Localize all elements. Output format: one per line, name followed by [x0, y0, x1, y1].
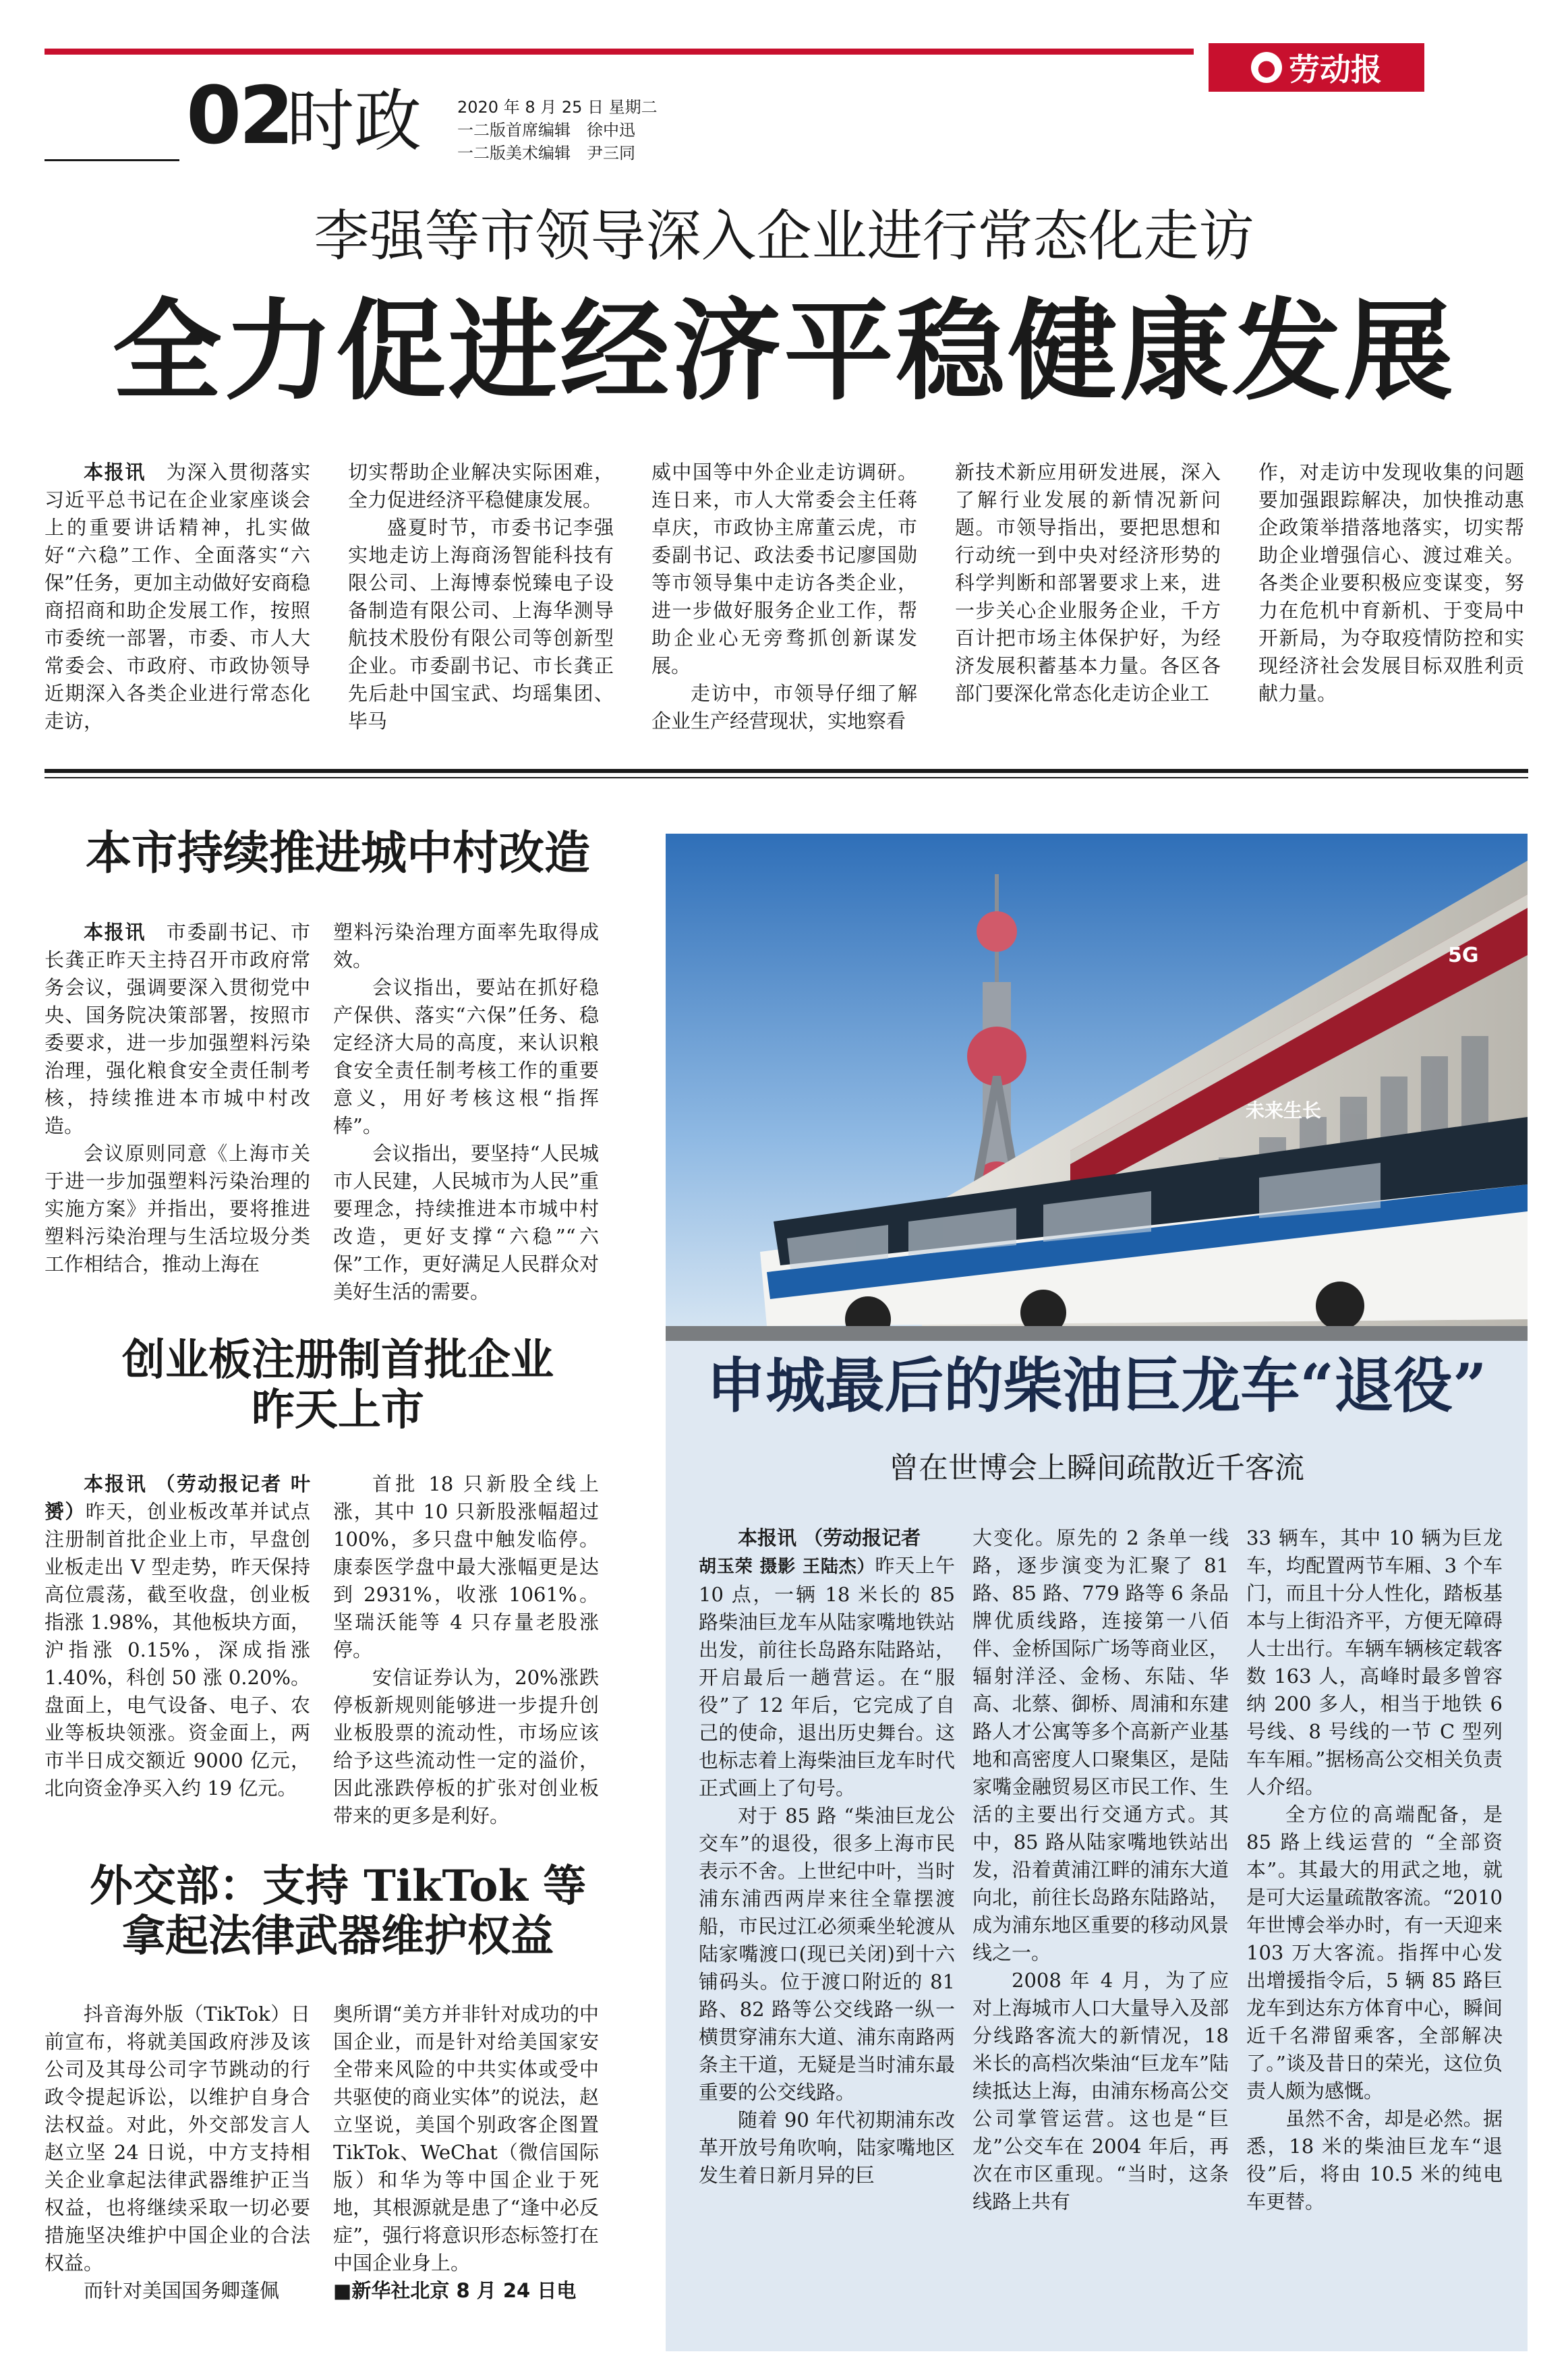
photo-sign-5g: 5G [1448, 944, 1479, 967]
newspaper-logo-icon: ● [1251, 52, 1282, 83]
star-market-column-1: 本报讯 （劳动报记者 叶赟）昨天，创业板改革并试点注册制首批企业上市，早盘创业板走出 V 型走势，昨天保持高位震荡，截至收盘，创业板指涨 1.98%，其他板块方面，沪指涨 0.15%，深成指涨 1.40%，科创 50 涨 0.20%。盘面上，电气设备、电子、农业等板块领涨。资金面上，两市半日成交额近 9000 亿元，北向资金净买入约 19 亿元。 [45, 1472, 310, 1800]
section-divider-thin [45, 777, 1528, 778]
editor-line: 一二版首席编辑 徐中迅 [457, 121, 635, 140]
tiktok-dateline: ■新华社北京 8 月 24 日电 [333, 2279, 577, 2302]
lead-column-4: 新技术新应用研发进展，深入了解行业发展的新情况新问题。市领导指出，要把思想和行动统一到中央对经济形势的科学判断和部署要求上来，进一步关心企业服务企业，千方百计把市场主体保护好，为经济发展积蓄基本力量。各区各部门要深化常态化走访企业工 [955, 461, 1221, 705]
bus-photo-credit: 胡玉荣 摄影 王陆杰） [699, 1557, 875, 1577]
lead-byline: 本报讯 [84, 461, 146, 484]
bus-headline: 申城最后的柴油巨龙车“退役” [706, 1350, 1487, 1420]
star-market-byline: 本报讯 （劳动报记者 叶赟） [45, 1472, 310, 1523]
village-headline: 本市持续推进城中村改造 [85, 826, 590, 880]
star-market-column-2: 首批 18 只新股全线上涨，其中 10 只新股涨幅超过 100%，多只盘中触发临停。康泰医学盘中最大涨幅更是达到 2931%，收涨 1061%。坚瑞沃能等 4 只存量老股涨停。 安信证券认为，20%涨跌停板新规则能够进一步提升创业板股票的流动性，市场应该给予这些流动性一定的溢价，因此涨跌停板的扩张对创业板带来的更多是利好。 [333, 1472, 599, 1827]
issue-date: 2020 年 8 月 25 日 星期二 [457, 98, 658, 117]
lead-kicker: 李强等市领导深入企业进行常态化走访 [314, 204, 1254, 268]
lead-column-1: 本报讯 为深入贯彻落实习近平总书记在企业家座谈会上的重要讲话精神，扎实做好“六稳”工作、全面落实“六保”任务，更加主动做好安商稳商招商和助企发展工作，按照市委统一部署，市委、市人大常委会、市政府、市政协领导近期深入各类企业进行常态化走访， [45, 461, 310, 732]
bus-photo [666, 834, 1528, 1341]
designer-line: 一二版美术编辑 尹三同 [457, 144, 635, 163]
lead-column-5: 作，对走访中发现收集的问题要加强跟踪解决，加快推动惠企政策举措落地落实，切实帮助企业增强信心、渡过难关。各类企业要积极应变谋变，努力在危机中育新机、于变局中开新局，为夺取疫情防控和实现经济社会发展目标双胜利贡献力量。 [1258, 461, 1524, 705]
top-red-rule [45, 49, 1194, 55]
tiktok-column-1: 抖音海外版（TikTok）日前宣布，将就美国政府涉及该公司及其母公司字节跳动的行政令提起诉讼，以维护自身合法权益。对此，外交部发言人赵立坚 24 日说，中方支持相关企业拿起法律武器维护正当权益，也将继续采取一切必要措施坚决维护中国企业的合法权益。 而针对美国国务卿蓬佩 [45, 2003, 310, 2302]
village-column-1: 本报讯 市委副书记、市长龚正昨天主持召开市政府常务会议，强调要深入贯彻党中央、国务院决策部署，按照市委要求，进一步加强塑料污染治理，强化粮食安全责任制考核，持续推进本市城中村改造。 会议原则同意《上海市关于进一步加强塑料污染治理的实施方案》并指出，要将推进塑料污染治理与生活垃圾分类工作相结合，推动上海在 [45, 921, 310, 1275]
tiktok-column-2: 奥所谓“美方并非针对成功的中国企业，而是针对给美国家安全带来风险的中共实体或受中共驱使的商业实体”的说法，赵立坚说，美国个别政客企图置 TikTok、WeChat（微信国际版）和华为等中国企业于死地，其根源就是患了“逢中必反症”，强行将意识形态标签打在中国企业身上。 ■新华社北京 8 月 24 日电 [333, 2001, 599, 2305]
bus-byline: 本报讯 （劳动报记者 [738, 1526, 921, 1549]
section-name: 时政 [287, 82, 422, 161]
tiktok-headline-line1: 外交部：支持 TikTok 等 [89, 1861, 587, 1912]
lead-column-2: 切实帮助企业解决实际困难，全力促进经济平稳健康发展。 盛夏时节，市委书记李强实地走访上海商汤智能科技有限公司、上海博泰悦臻电子设备制造有限公司、上海华测导航技术股份有限公司等创新型企业。市委副书记、市长龚正先后赴中国宝武、均瑶集团、毕马 [348, 461, 614, 732]
photo-sign-banner: 未来生长 [1246, 1099, 1322, 1122]
section-divider [45, 769, 1528, 773]
tiktok-headline-line2: 拿起法律武器维护权益 [122, 1910, 554, 1961]
issue-info [457, 96, 658, 165]
newspaper-logo [1209, 43, 1424, 92]
village-column-2: 塑料污染治理方面率先取得成效。 会议指出，要站在抓好稳产保供、落实“六保”任务、稳定经济大局的高度，来认识粮食安全责任制考核工作的重要意义，用好考核这根“指挥棒”。 会议指出，要坚持“人民城市人民建，人民城市为人民”重要理念，持续推进本市城中村改造，更好支撑“六稳”“六保”工作，更好满足人民群众对美好生活的需要。 [333, 921, 599, 1303]
logo-text: 劳动报 [1289, 51, 1382, 88]
page-number: 02 [186, 69, 292, 162]
village-byline: 本报讯 [84, 921, 146, 944]
articulated-bus-photo [666, 834, 1528, 1341]
bus-column-3: 33 辆车，其中 10 辆为巨龙车，均配置两节车厢、3 个车门，而且十分人性化，踏板基本与上街沿齐平，方便无障碍人士出行。车辆车辆核定载客数 163 人，高峰时最多曾容纳 200 多人，相当于地铁 6 号线、8 号线的一节 C 型列车车厢。”据杨高公交相关负责人介绍。 全方位的高端配备，是 85 路上线运营的 “全部资本”。其最大的用武之地，就是可大运量疏散客流。“2010 年世博会举办时，有一天迎来 103 万大客流。指挥中心发出增援指令后，5 辆 85 路巨龙车到达东方体育中心，瞬间近千名滞留乘客，全部解决了。”谈及昔日的荣光，这位负责人颇为感慨。 虽然不舍，却是必然。据悉，18 米的柴油巨龙车“退役”后，将由 10.5 米的纯电车更替。 [1246, 1526, 1503, 2213]
star-market-headline [45, 1335, 631, 1435]
lead-column-3: 威中国等中外企业走访调研。连日来，市人大常委会主任蒋卓庆，市政协主席董云虎，市委副书记、政法委书记廖国勋等市领导集中走访各类企业，进一步做好服务企业工作，帮助企业心无旁骛抓创新谋发展。 走访中，市领导仔细了解企业生产经营现状，实地察看 [651, 461, 917, 732]
lead-headline: 全力促进经济平稳健康发展 [112, 287, 1456, 415]
star-market-headline-line1: 创业板注册制首批企业 [122, 1335, 554, 1385]
bus-subhead: 曾在世博会上瞬间疏散近千客流 [889, 1451, 1304, 1485]
star-market-headline-line2: 昨天上市 [252, 1384, 424, 1435]
tiktok-headline [45, 1862, 631, 1961]
bus-column-1: 本报讯 （劳动报记者 胡玉荣 摄影 王陆杰）昨天上午 10 点，一辆 18 米长的 85 路柴油巨龙车从陆家嘴地铁站出发，前往长岛路东陆路站，开启最后一趟营运。在“服役”了 12 年后，它完成了自己的使命，退出历史舞台。这也标志着上海柴油巨龙车时代正式画上了句号。 对于 85 路 “柴油巨龙公交车”的退役，很多上海市民表示不舍。上世纪中叶，当时浦东浦西两岸来往全靠摆渡船，市民过江必须乘坐轮渡从陆家嘴渡口(现已关闭)到十六铺码头。位于渡口附近的 81 路、82 路等公交线路一纵一横贯穿浦东大道、浦东南路两条主干道，无疑是当时浦东最重要的公交线路。 随着 90 年代初期浦东改革开放号角吹响，陆家嘴地区发生着日新月异的巨 [699, 1526, 955, 2187]
masthead-underline [45, 159, 179, 161]
bus-column-2: 大变化。原先的 2 条单一线路，逐步演变为汇聚了 81 路、85 路、779 路等 6 条品牌优质线路，连接第一八佰伴、金桥国际广场等商业区，辐射洋泾、金杨、东陆、华高、北蔡、御桥、周浦和东建路人才公寓等多个高新产业基地和高密度人口聚集区，是陆家嘴金融贸易区市民工作、生活的主要出行交通方式。其中，85 路从陆家嘴地铁站出发，沿着黄浦江畔的浦东大道向北，前往长岛路东陆路站，成为浦东地区重要的移动风景线之一。 2008 年 4 月，为了应对上海城市人口大量导入及部分线路客流大的新情况，18 米长的高档次柴油“巨龙车”陆续抵达上海，由浦东杨高公交公司掌管运营。这也是“巨龙”公交车在 2004 年后，再次在市区重现。“当时，这条线路上共有 [972, 1526, 1229, 2213]
